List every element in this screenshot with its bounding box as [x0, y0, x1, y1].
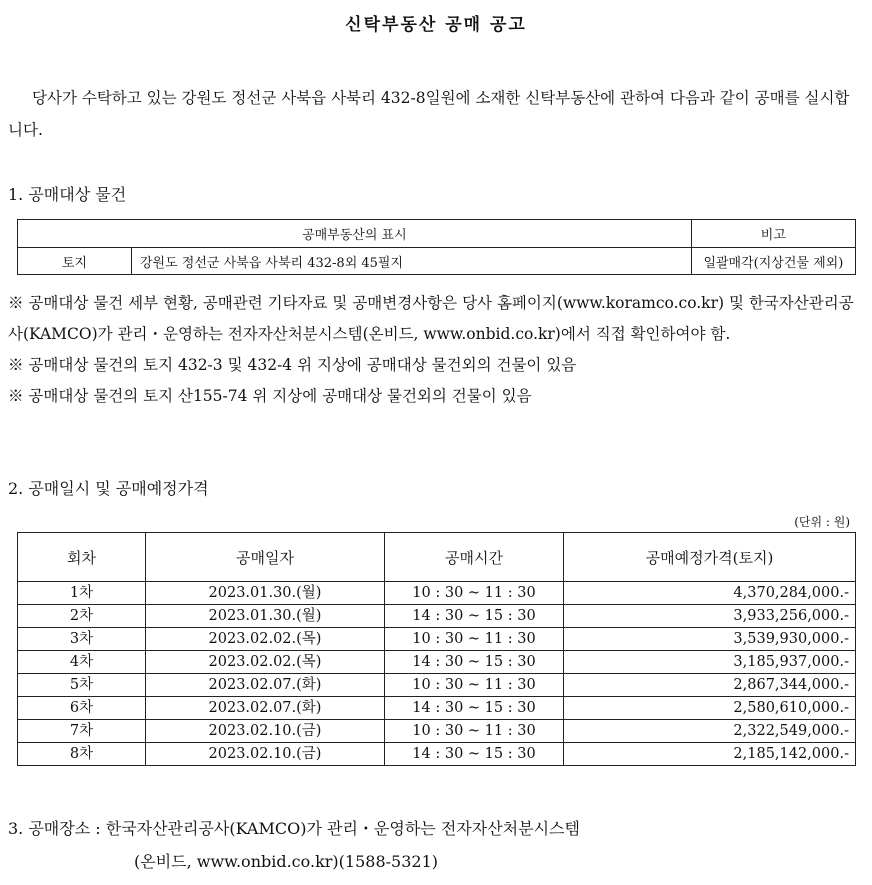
note-2: ※ 공매대상 물건의 토지 432-3 및 432-4 위 지상에 공매대상 물건외의 건물이 있음: [8, 356, 577, 374]
date-cell: 2023.02.10.(금): [146, 743, 385, 766]
property-note-header: 비고: [691, 220, 855, 248]
date-cell: 2023.02.02.(목): [146, 651, 385, 674]
table-row: [18, 248, 856, 275]
price-cell: 2,580,610,000.-: [564, 697, 856, 720]
property-table: [17, 219, 856, 275]
notes-block: [8, 288, 860, 412]
intro-paragraph: [8, 82, 860, 146]
property-note: 일괄매각(지상건물 제외): [691, 248, 855, 275]
col-round-header: 회차: [18, 533, 146, 582]
col-date-header: 공매일자: [146, 533, 385, 582]
time-cell: 10 : 30 ~ 11 : 30: [385, 674, 564, 697]
table-row: [18, 697, 856, 720]
note-1: ※ 공매대상 물건 세부 현황, 공매관련 기타자료 및 공매변경사항은 당사 홈페이지(www.koramco.co.kr) 및 한국자산관리공사(KAMCO)가 관리・운영하는 전자자산처분시스템(온비드, www.onbid.co.kr)에서 직접 확인하여야 함.: [8, 294, 854, 343]
intro-text: 당사가 수탁하고 있는 강원도 정선군 사북읍 사북리 432-8일원에 소재한 신탁부동산에 관하여 다음과 같이 공매를 실시합니다.: [8, 89, 850, 139]
time-cell: 14 : 30 ~ 15 : 30: [385, 651, 564, 674]
section3-sub: (온비드, www.onbid.co.kr)(1588-5321): [134, 852, 438, 871]
round-cell: 8차: [18, 743, 146, 766]
table-row: [18, 628, 856, 651]
time-cell: 10 : 30 ~ 11 : 30: [385, 628, 564, 651]
date-cell: 2023.02.07.(화): [146, 674, 385, 697]
round-cell: 2차: [18, 605, 146, 628]
section3-block: [8, 812, 580, 878]
col-price-header: 공매예정가격(토지): [564, 533, 856, 582]
round-cell: 1차: [18, 582, 146, 605]
price-cell: 4,370,284,000.-: [564, 582, 856, 605]
date-cell: 2023.02.10.(금): [146, 720, 385, 743]
property-location: 강원도 정선군 사북읍 사북리 432-8외 45필지: [132, 248, 692, 275]
date-cell: 2023.02.07.(화): [146, 697, 385, 720]
time-cell: 10 : 30 ~ 11 : 30: [385, 582, 564, 605]
round-cell: 7차: [18, 720, 146, 743]
page-title: 신탁부동산 공매 공고: [345, 15, 527, 35]
price-cell: 2,185,142,000.-: [564, 743, 856, 766]
round-cell: 3차: [18, 628, 146, 651]
price-cell: 2,867,344,000.-: [564, 674, 856, 697]
price-cell: 3,933,256,000.-: [564, 605, 856, 628]
table-row: [18, 605, 856, 628]
time-cell: 10 : 30 ~ 11 : 30: [385, 720, 564, 743]
table-row: [18, 651, 856, 674]
table-row: [18, 674, 856, 697]
note-3: ※ 공매대상 물건의 토지 산155-74 위 지상에 공매대상 물건외의 건물이 있음: [8, 387, 532, 405]
time-cell: 14 : 30 ~ 15 : 30: [385, 743, 564, 766]
date-cell: 2023.01.30.(월): [146, 582, 385, 605]
section1-heading: 1. 공매대상 물건: [8, 185, 127, 204]
date-cell: 2023.01.30.(월): [146, 605, 385, 628]
round-cell: 6차: [18, 697, 146, 720]
round-cell: 4차: [18, 651, 146, 674]
table-row: [18, 743, 856, 766]
unit-label: (단위 : 원): [794, 515, 850, 529]
section3-heading: 3. 공매장소 : 한국자산관리공사(KAMCO)가 관리・운영하는 전자자산처분시스템: [8, 819, 580, 838]
section2-heading: 2. 공매일시 및 공매예정가격: [8, 479, 209, 498]
table-row: [18, 582, 856, 605]
price-cell: 3,185,937,000.-: [564, 651, 856, 674]
table-row: [18, 720, 856, 743]
auction-schedule-table: [17, 532, 856, 766]
col-time-header: 공매시간: [385, 533, 564, 582]
round-cell: 5차: [18, 674, 146, 697]
property-type: 토지: [18, 248, 132, 275]
date-cell: 2023.02.02.(목): [146, 628, 385, 651]
time-cell: 14 : 30 ~ 15 : 30: [385, 605, 564, 628]
price-cell: 3,539,930,000.-: [564, 628, 856, 651]
property-display-header: 공매부동산의 표시: [18, 220, 692, 248]
price-cell: 2,322,549,000.-: [564, 720, 856, 743]
time-cell: 14 : 30 ~ 15 : 30: [385, 697, 564, 720]
